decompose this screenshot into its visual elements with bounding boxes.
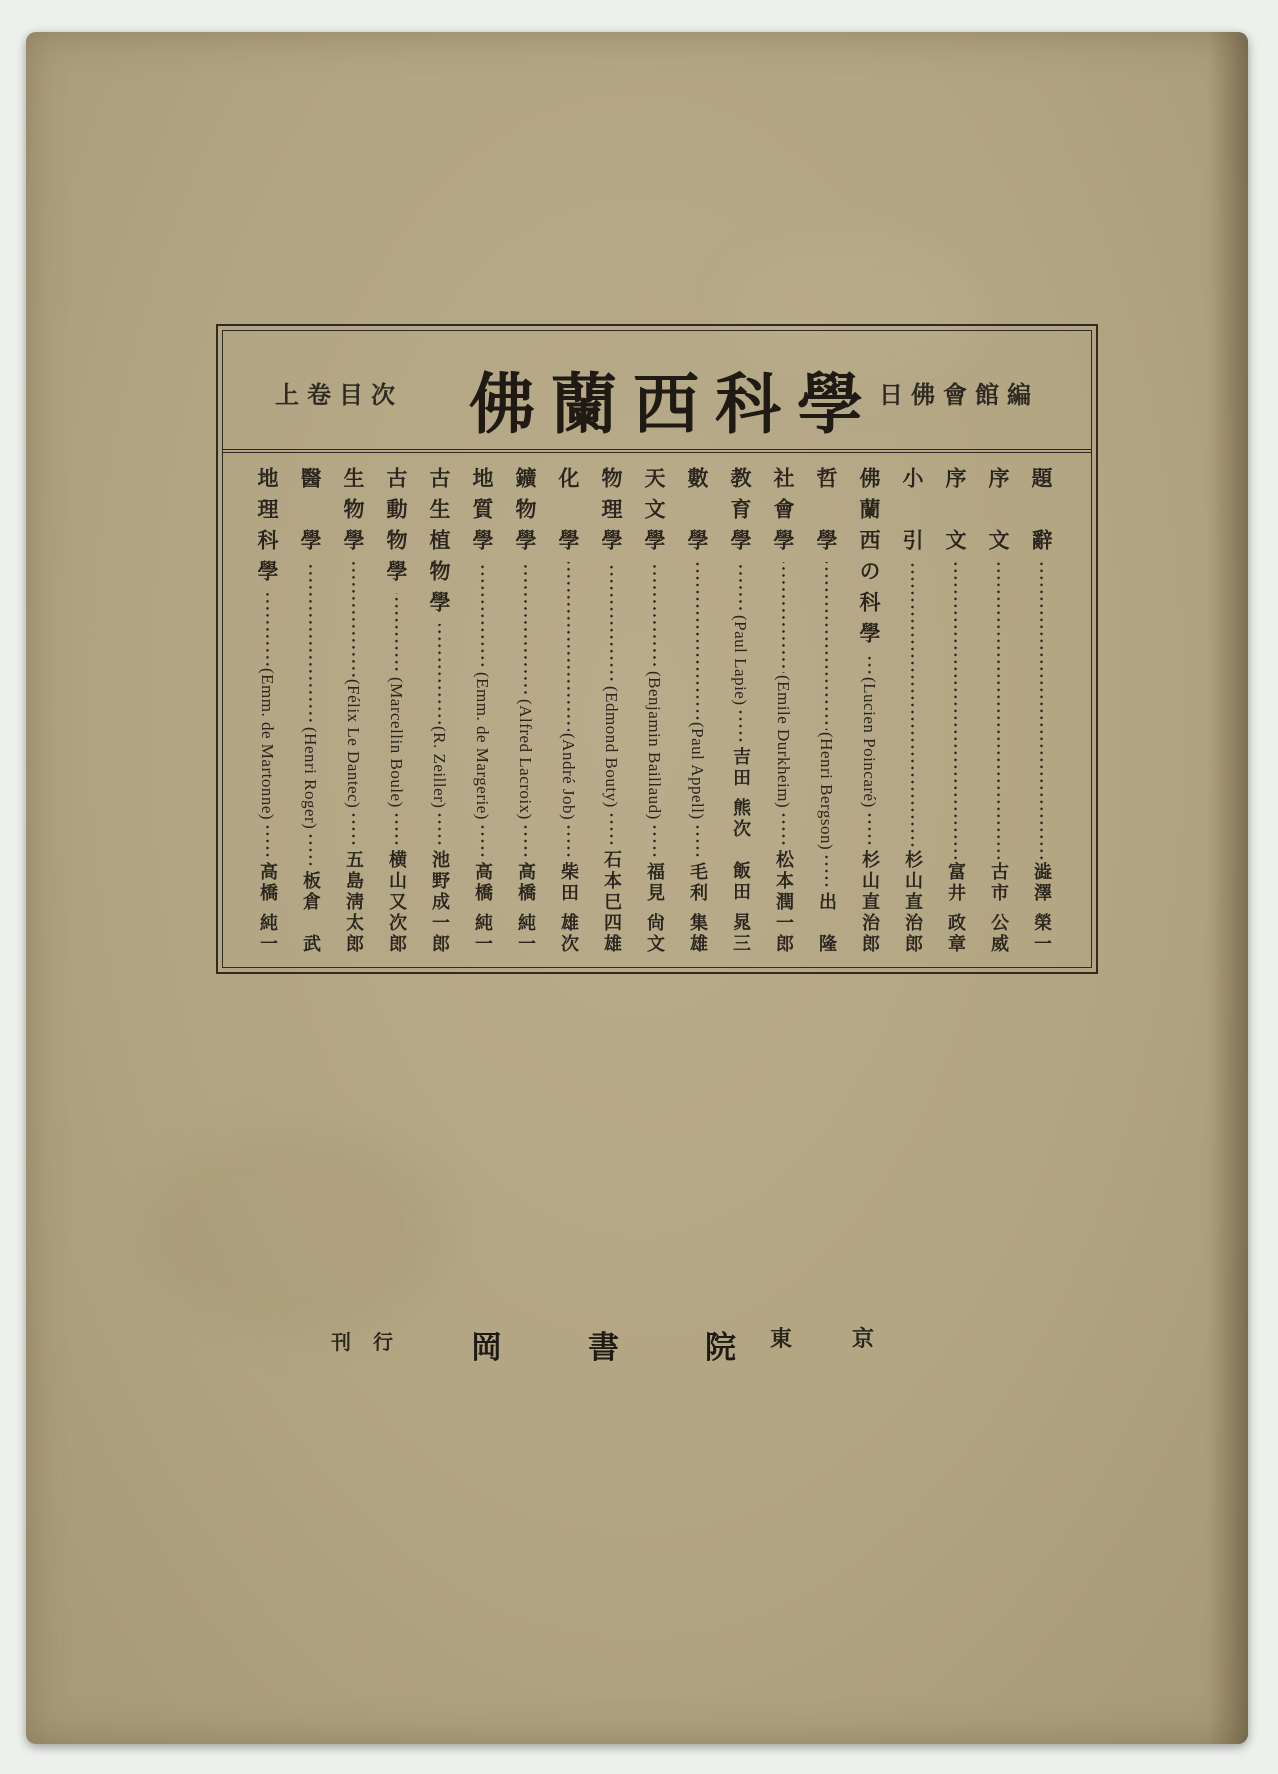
toc-translator: 板倉 武 [300,871,321,955]
toc-author: (Emm. de Martonne) [258,667,277,820]
toc-entry [289,467,332,955]
toc-author: (Benjamin Baillaud) [645,670,664,820]
toc-entry [504,467,547,955]
toc-leader-dots [590,562,633,684]
volume-label: 上卷目次 [275,380,403,409]
toc-entry [547,467,590,955]
toc-chapter: 教育學 [728,467,753,560]
toc-chapter: 地理科學 [255,467,280,591]
publisher-imprint [26,1322,1248,1366]
label-header [223,331,1091,453]
toc-leader-dots [418,624,461,724]
toc-leader-dots [504,562,547,697]
toc-author: (Emm. de Margerie) [473,671,492,820]
toc-chapter: 小 引 [900,467,925,560]
toc-translator: 毛利 集雄 [687,861,708,955]
toc-author: (R. Zeiller) [430,725,449,808]
toc-translator: 柴田 雄次 [558,861,579,955]
publisher-name: 岡書院 [471,1330,822,1366]
toc-translator: 横山又次郎 [386,850,407,955]
toc-leader-dots [676,822,719,860]
toc-leader-dots [719,562,762,613]
toc-entry [461,467,504,955]
toc-leader-dots [633,562,676,669]
toc-entry [418,467,461,955]
case-edge-shadow [1208,32,1248,1744]
toc-translator: 池野成一郎 [429,850,450,955]
toc-leader-dots [977,562,1020,860]
toc-entry [375,467,418,955]
toc-translator: 杉山直治郎 [859,850,880,955]
toc-chapter: 哲 學 [814,467,839,560]
toc-chapter: 物理學 [599,467,624,560]
toc-chapter: 序 文 [943,467,968,560]
toc-translator: 古市 公威 [988,861,1009,955]
toc-leader-dots [375,593,418,675]
toc-chapter: 數 學 [685,467,710,560]
toc-chapter: 鑛物學 [513,467,538,560]
toc-entry [848,467,891,955]
toc-chapter: 佛蘭西の科學 [857,467,882,653]
toc-leader-dots [246,593,289,666]
toc-chapter: 古生植物學 [427,467,452,622]
toc-leader-dots [891,562,934,848]
publisher-action: 刊行 [331,1330,415,1354]
toc-entry [891,467,934,955]
toc-translator: 五島淸太郎 [343,850,364,955]
toc-entry [1020,467,1063,955]
toc-entry [934,467,977,955]
toc-entry [977,467,1020,955]
toc-leader-dots [289,831,332,869]
toc-leader-dots [590,810,633,848]
toc-leader-dots [762,810,805,848]
stain [146,1132,446,1332]
toc-entry [633,467,676,955]
toc-leader-dots [418,810,461,848]
toc-translator: 福見 尙文 [644,861,665,955]
toc-translator: 高橋 純一 [515,861,536,955]
toc-author: (Félix Le Dantec) [344,678,363,808]
toc-author: (Henri Bergson) [817,731,836,850]
toc-leader-dots [461,562,504,670]
title-label [216,324,1098,974]
toc-translator: 富井 政章 [945,861,966,955]
toc-author: (Emile Durkheim) [774,674,793,808]
toc-entry [805,467,848,955]
toc-leader-dots [633,822,676,860]
editor-credit: 日佛會館編 [879,380,1039,409]
book-case [26,32,1248,1744]
toc-chapter: 序 文 [986,467,1011,560]
toc-chapter: 地質學 [470,467,495,560]
toc-leader-dots [848,810,891,848]
toc-chapter: 天文學 [642,467,667,560]
toc-chapter: 古動物學 [384,467,409,591]
toc-leader-dots [934,562,977,860]
toc-author: (Paul Appell) [688,722,707,820]
toc-leader-dots [461,822,504,860]
toc-chapter: 題 辭 [1029,467,1054,560]
book-title: 佛蘭西科學 [469,365,879,443]
toc-translator: 高橋 純一 [472,861,493,955]
toc-leader-dots [375,810,418,848]
toc-author: (Marcellin Boule) [387,677,406,808]
title-label-inner-frame [222,330,1092,968]
toc-leader-dots [504,822,547,860]
toc-chapter: 社會學 [771,467,796,560]
toc-leader-dots [547,562,590,731]
toc-author: (Lucien Poincaré) [860,677,879,808]
toc-author: (Alfred Lacroix) [516,698,535,820]
toc-translator: 吉田 熊次 飯田 晁三 [730,747,751,955]
toc-entry [332,467,375,955]
toc-leader-dots [805,562,848,730]
toc-chapter: 化 學 [556,467,581,560]
toc-leader-dots [289,562,332,725]
table-of-contents [223,455,1091,967]
toc-entry [676,467,719,955]
toc-chapter: 醫 學 [298,467,323,560]
toc-translator: 石本巳四雄 [601,850,622,955]
publisher-place: 東京 [770,1326,935,1352]
toc-author: (Edmond Bouty) [602,686,621,808]
toc-translator: 澁澤 榮一 [1031,861,1052,955]
toc-leader-dots [547,822,590,860]
toc-translator: 高橋 純一 [257,861,278,955]
toc-author: (André Job) [559,732,578,820]
toc-translator: 出 隆 [816,892,837,955]
toc-translator: 杉山直治郎 [902,850,923,955]
toc-entry [719,467,762,955]
toc-leader-dots [1020,562,1063,860]
toc-leader-dots [332,562,375,677]
toc-leader-dots [719,707,762,745]
toc-leader-dots [332,810,375,848]
toc-leader-dots [805,852,848,890]
toc-chapter: 生物學 [341,467,366,560]
toc-leader-dots [762,562,805,673]
toc-leader-dots [676,562,719,720]
toc-leader-dots [848,655,891,675]
toc-entry [590,467,633,955]
toc-translator: 松本潤一郎 [773,850,794,955]
toc-author: (Paul Lapie) [731,614,750,706]
toc-entry [246,467,289,955]
toc-author: (Henri Roger) [301,726,320,829]
toc-leader-dots [246,822,289,860]
toc-entry [762,467,805,955]
